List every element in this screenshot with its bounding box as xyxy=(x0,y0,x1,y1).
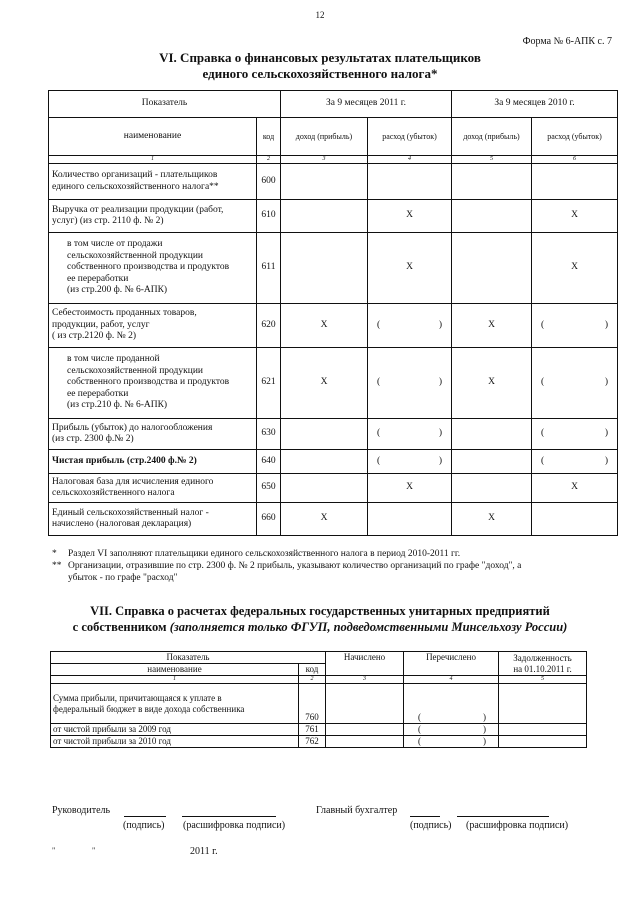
cell-income-2011[interactable] xyxy=(281,164,368,200)
col-index: 3 xyxy=(281,156,368,164)
footnote-text: Раздел VI заполняют плательщики единого сельскохозяйственного налога в период 2010-2011 гг. xyxy=(68,549,461,559)
row-label-line: сельскохозяйственной продукции xyxy=(67,250,203,261)
row-label-line: Количество организаций - плательщиков xyxy=(52,170,218,180)
cell-accrued[interactable] xyxy=(326,724,404,736)
row-code: 611 xyxy=(257,233,281,304)
cell-income-2011[interactable] xyxy=(281,474,368,503)
header-period-2010: За 9 месяцев 2010 г. xyxy=(452,91,618,118)
header-name: наименование xyxy=(49,118,257,156)
bracket-open: ( xyxy=(541,455,545,466)
section-7-title-italic: (заполняется только ФГУП, подведомственными Минсельхозу России) xyxy=(169,620,568,634)
page-number: 12 xyxy=(315,10,325,20)
row-label-line: от чистой прибыли за 2010 год xyxy=(53,736,171,746)
row-code: 630 xyxy=(257,419,281,450)
header-indicator: Показатель xyxy=(49,91,281,118)
bracket-close: ) xyxy=(483,724,487,734)
cell-income-2011[interactable] xyxy=(281,233,368,304)
cell-income-2010[interactable] xyxy=(452,164,532,200)
row-label-line: федеральный бюджет в виде дохода собственника xyxy=(53,703,245,714)
head-decoding-line[interactable] xyxy=(182,816,276,817)
bracket-cell[interactable] xyxy=(532,450,618,474)
row-code: 600 xyxy=(257,164,281,200)
footnote xyxy=(52,572,612,584)
header-period-2011: За 9 месяцев 2011 г. xyxy=(281,91,452,118)
row-label-line: в том числе от продажи xyxy=(67,239,163,250)
x-mark: X xyxy=(452,348,532,419)
section-7-title-bold: с собственником xyxy=(72,620,167,634)
cell-income-2010[interactable] xyxy=(452,450,532,474)
row-label-line: от чистой прибыли за 2009 год xyxy=(53,724,171,734)
bracket-open: ( xyxy=(541,428,545,439)
row-label-line: ( из стр.2120 ф. № 2) xyxy=(52,331,136,342)
footnote-text: Организации, отразившие по стр. 2300 ф. № 2 прибыль, указывают количество организаций по графе "доход", а xyxy=(68,561,522,571)
cell-income-2011[interactable] xyxy=(281,419,368,450)
row-label-line: продукции, работ, услуг xyxy=(52,319,150,330)
cell-expense-2011[interactable] xyxy=(368,164,452,200)
header-accrued: Начислено xyxy=(326,652,404,676)
row-label xyxy=(51,736,299,748)
header-debt-line2: на 01.10.2011 г. xyxy=(513,663,572,674)
row-label xyxy=(51,684,299,724)
cell-expense-2011[interactable] xyxy=(368,503,452,536)
col-index: 4 xyxy=(368,156,452,164)
date-year: 2011 г. xyxy=(190,846,218,857)
col-index: 1 xyxy=(51,676,299,684)
header-income-2011: доход (прибыль) xyxy=(281,118,368,156)
row-label xyxy=(49,233,257,304)
row-label-line: Налоговая база для исчисления единого xyxy=(52,476,214,487)
row-code: 760 xyxy=(299,684,326,724)
cell-income-2010[interactable] xyxy=(452,419,532,450)
row-label-line: (из стр.200 ф. № 6-АПК) xyxy=(67,285,168,296)
header-expense-2011: расход (убыток) xyxy=(368,118,452,156)
table-row xyxy=(49,233,618,304)
row-label xyxy=(49,450,257,474)
table-row xyxy=(49,200,618,233)
row-code: 610 xyxy=(257,200,281,233)
row-code: 620 xyxy=(257,304,281,348)
bracket-open: ( xyxy=(418,724,422,734)
bracket-close: ) xyxy=(604,377,609,388)
bracket-close: ) xyxy=(604,428,609,439)
cell-accrued[interactable] xyxy=(326,684,404,724)
footnote-text: убыток - по графе "расход" xyxy=(68,573,178,583)
col-index: 2 xyxy=(257,156,281,164)
footnote xyxy=(52,548,612,560)
bracket-close: ) xyxy=(483,712,487,722)
head-signature-caption: (подпись) xyxy=(123,820,165,831)
row-label-line: собственного производства и продуктов xyxy=(67,262,230,273)
section-6-title-line1: VI. Справка о финансовых результатах плательщиков xyxy=(159,50,481,65)
table-row xyxy=(49,474,618,503)
bracket-cell[interactable] xyxy=(532,419,618,450)
accountant-signature-line[interactable] xyxy=(410,816,440,817)
chief-accountant-label: Главный бухгалтер xyxy=(316,805,398,816)
x-mark: X xyxy=(452,304,532,348)
table-row xyxy=(51,684,587,724)
section-6-title-line2: единого сельскохозяйственного налога* xyxy=(202,66,438,81)
accountant-decoding-caption: (расшифровка подписи) xyxy=(466,820,569,831)
row-label-line: в том числе проданной xyxy=(67,354,160,365)
col-index: 5 xyxy=(499,676,587,684)
row-code: 621 xyxy=(257,348,281,419)
row-code: 640 xyxy=(257,450,281,474)
row-label xyxy=(49,304,257,348)
cell-income-2010[interactable] xyxy=(452,200,532,233)
row-label xyxy=(49,503,257,536)
x-mark: X xyxy=(281,503,368,536)
table-row xyxy=(51,724,587,736)
x-mark: X xyxy=(368,474,452,503)
bracket-open: ( xyxy=(418,736,422,746)
col-index: 1 xyxy=(49,156,257,164)
row-label-line: Единый сельскохозяйственный налог - xyxy=(52,507,209,518)
cell-expense-2010[interactable] xyxy=(532,503,618,536)
row-label-line: (из стр.210 ф. № 6-АПК) xyxy=(67,400,168,411)
row-label-line: услуг) (из стр. 2110 ф. № 2) xyxy=(52,216,164,226)
cell-income-2011[interactable] xyxy=(281,450,368,474)
row-code: 762 xyxy=(299,736,326,748)
row-label-line: Себестоимость проданных товаров, xyxy=(52,308,197,319)
x-mark: X xyxy=(281,348,368,419)
table-row xyxy=(49,503,618,536)
cell-debt[interactable] xyxy=(499,724,587,736)
cell-income-2011[interactable] xyxy=(281,200,368,233)
x-mark: X xyxy=(532,200,618,233)
row-label xyxy=(49,474,257,503)
date-quote-open: " xyxy=(52,846,56,855)
head-decoding-caption: (расшифровка подписи) xyxy=(183,820,286,831)
bracket-close: ) xyxy=(483,736,487,746)
row-label-line: Чистая прибыль (стр.2400 ф.№ 2) xyxy=(52,455,197,466)
bracket-close: ) xyxy=(438,319,443,330)
row-label-line: единого сельскохозяйственного налога** xyxy=(52,181,219,192)
bracket-open: ( xyxy=(377,319,381,330)
row-label xyxy=(51,724,299,736)
bracket-cell[interactable] xyxy=(404,724,499,736)
row-label xyxy=(49,348,257,419)
row-code: 650 xyxy=(257,474,281,503)
row-label-line: Прибыль (убыток) до налогообложения xyxy=(52,422,213,433)
section-7-title-line2 xyxy=(0,619,640,635)
date-quote-close: " xyxy=(92,846,96,855)
bracket-open: ( xyxy=(377,455,381,466)
table-row xyxy=(49,164,618,200)
col-index: 4 xyxy=(404,676,499,684)
cell-income-2010[interactable] xyxy=(452,233,532,304)
bracket-cell[interactable] xyxy=(368,419,452,450)
table-row xyxy=(49,450,618,474)
financial-results-table xyxy=(48,90,618,536)
bracket-cell[interactable] xyxy=(532,304,618,348)
bracket-open: ( xyxy=(377,428,381,439)
footnote-mark: ** xyxy=(52,561,62,571)
row-code: 761 xyxy=(299,724,326,736)
bracket-open: ( xyxy=(418,712,422,722)
cell-income-2010[interactable] xyxy=(452,474,532,503)
x-mark: X xyxy=(452,503,532,536)
footnote-mark xyxy=(52,572,68,584)
row-code: 660 xyxy=(257,503,281,536)
col-index: 6 xyxy=(532,156,618,164)
bracket-open: ( xyxy=(377,377,381,388)
footnote-mark: * xyxy=(52,549,57,559)
accountant-signature-caption: (подпись) xyxy=(410,820,452,831)
header-indicator: Показатель xyxy=(51,652,326,664)
row-label-line: собственного производства и продуктов xyxy=(67,377,230,388)
bracket-close: ) xyxy=(438,428,443,439)
table-row xyxy=(49,304,618,348)
bracket-cell[interactable] xyxy=(532,348,618,419)
bracket-close: ) xyxy=(604,319,609,330)
form-reference: Форма № 6-АПК с. 7 xyxy=(522,36,612,47)
x-mark: X xyxy=(368,200,452,233)
header-code: код xyxy=(299,664,326,676)
section-7-title-line1: VII. Справка о расчетах федеральных государственных унитарных предприятий xyxy=(90,604,550,618)
bracket-cell[interactable] xyxy=(368,348,452,419)
header-debt xyxy=(499,652,587,676)
cell-accrued[interactable] xyxy=(326,736,404,748)
row-label xyxy=(49,164,257,200)
table-row xyxy=(49,348,618,419)
x-mark: X xyxy=(532,474,618,503)
cell-debt[interactable] xyxy=(499,684,587,724)
bracket-cell[interactable] xyxy=(368,450,452,474)
header-name: наименование xyxy=(51,664,299,676)
col-index: 2 xyxy=(299,676,326,684)
header-debt-line1: Задолженность xyxy=(513,652,572,663)
bracket-close: ) xyxy=(438,455,443,466)
x-mark: X xyxy=(532,233,618,304)
footnotes xyxy=(52,548,612,584)
bracket-cell[interactable] xyxy=(368,304,452,348)
fgup-settlements-table xyxy=(50,651,587,748)
bracket-cell[interactable] xyxy=(404,736,499,748)
col-index: 5 xyxy=(452,156,532,164)
section-6-title xyxy=(0,50,640,82)
row-label xyxy=(49,200,257,233)
bracket-close: ) xyxy=(438,377,443,388)
head-label: Руководитель xyxy=(52,805,111,816)
section-7-title xyxy=(0,603,640,635)
table-row xyxy=(49,419,618,450)
row-label-line: Сумма прибыли, причитающаяся к уплате в xyxy=(53,692,222,703)
header-expense-2010: расход (убыток) xyxy=(532,118,618,156)
accountant-decoding-line[interactable] xyxy=(457,816,549,817)
col-index: 3 xyxy=(326,676,404,684)
header-transferred: Перечислено xyxy=(404,652,499,676)
table-row xyxy=(51,736,587,748)
row-label-line: (из стр. 2300 ф.№ 2) xyxy=(52,434,134,444)
row-label xyxy=(49,419,257,450)
row-label-line: сельскохозяйственной продукции xyxy=(67,365,203,376)
cell-expense-2010[interactable] xyxy=(532,164,618,200)
head-signature-line[interactable] xyxy=(124,816,166,817)
bracket-close: ) xyxy=(604,455,609,466)
bracket-cell[interactable] xyxy=(404,684,499,724)
x-mark: X xyxy=(281,304,368,348)
row-label-line: ее переработки xyxy=(67,388,129,399)
bracket-open: ( xyxy=(541,319,545,330)
row-label-line: сельскохозяйственного налога xyxy=(52,488,175,498)
footnote xyxy=(52,560,612,572)
x-mark: X xyxy=(368,233,452,304)
bracket-open: ( xyxy=(541,377,545,388)
row-label-line: начислено (налоговая декларация) xyxy=(52,519,192,529)
row-label-line: ее переработки xyxy=(67,273,129,284)
header-income-2010: доход (прибыль) xyxy=(452,118,532,156)
header-code: код xyxy=(257,118,281,156)
row-label-line: Выручка от реализации продукции (работ, xyxy=(52,204,224,215)
cell-debt[interactable] xyxy=(499,736,587,748)
